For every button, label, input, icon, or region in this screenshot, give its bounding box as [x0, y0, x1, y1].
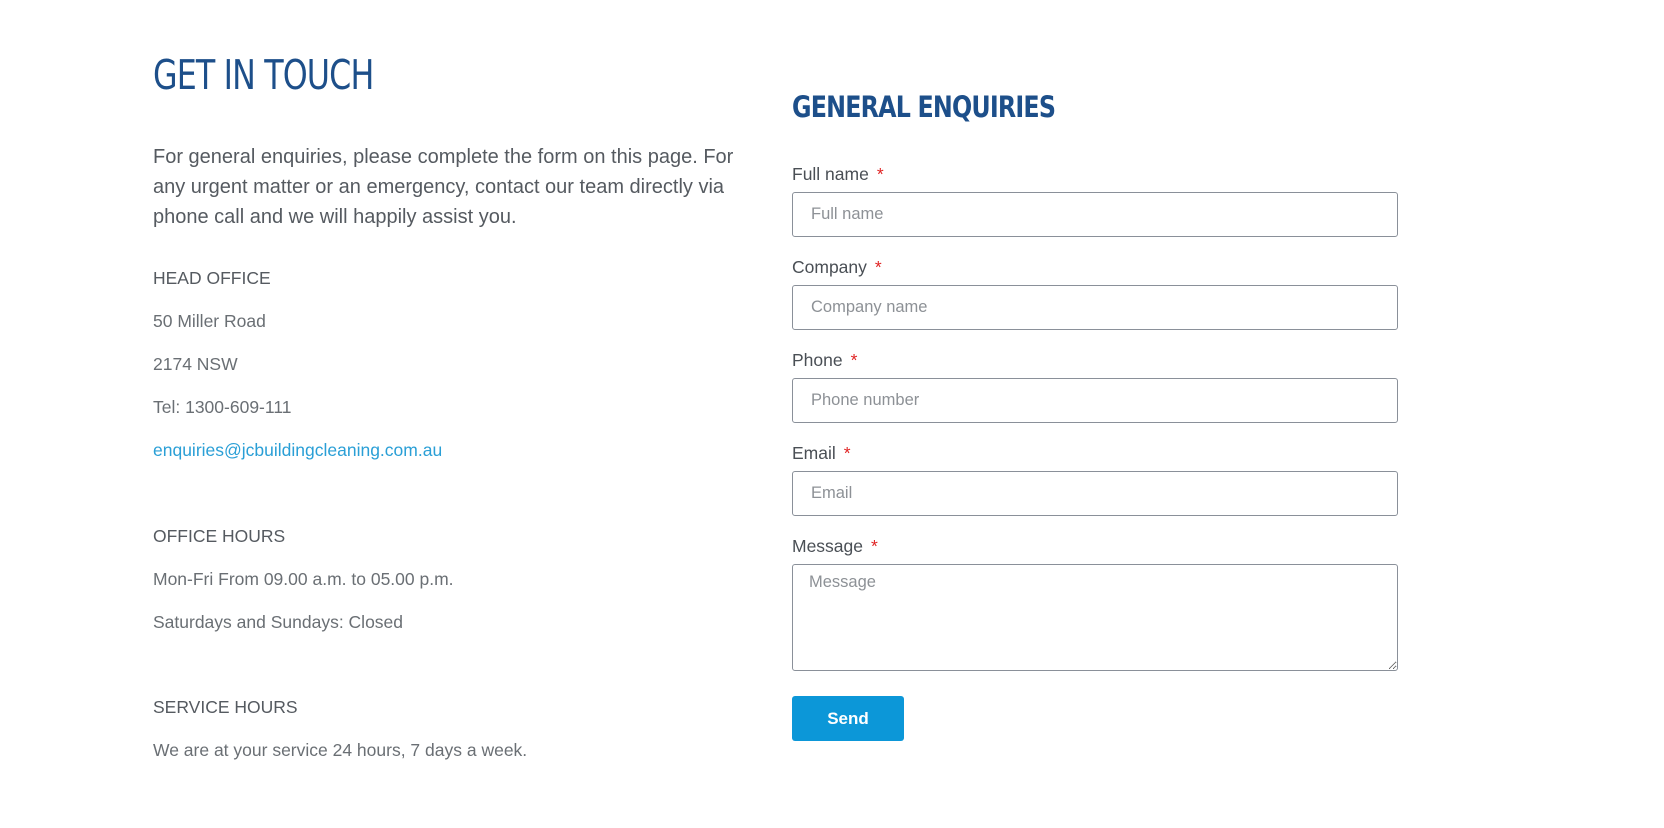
page-title: GET IN TOUCH	[153, 51, 374, 99]
service-hours-text: We are at your service 24 hours, 7 days a week.	[153, 740, 528, 760]
message-label	[792, 536, 878, 557]
company-input[interactable]	[792, 285, 1398, 330]
required-marker: *	[874, 257, 882, 277]
email-input[interactable]	[792, 471, 1398, 516]
head-office-heading: HEAD OFFICE	[153, 268, 271, 288]
company-label-text: Company	[792, 257, 867, 277]
address-line-2: 2174 NSW	[153, 354, 238, 374]
full-name-input[interactable]	[792, 192, 1398, 237]
phone-label-text: Phone	[792, 350, 843, 370]
email-line	[153, 440, 442, 461]
required-marker: *	[843, 443, 851, 463]
required-marker: *	[876, 164, 884, 184]
phone-text: Tel: 1300-609-111	[153, 397, 292, 417]
full-name-label	[792, 164, 884, 185]
company-label	[792, 257, 882, 278]
office-hours-weekdays: Mon-Fri From 09.00 a.m. to 05.00 p.m.	[153, 569, 454, 589]
required-marker: *	[850, 350, 858, 370]
phone-input[interactable]	[792, 378, 1398, 423]
message-textarea[interactable]	[792, 564, 1398, 671]
required-marker: *	[871, 536, 878, 556]
email-link[interactable]: enquiries@jcbuildingcleaning.com.au	[153, 440, 443, 460]
email-label-text: Email	[792, 443, 836, 463]
intro-paragraph: For general enquiries, please complete the form on this page. For any urgent matter or an emergency, contact our team directly via phone call and we will happily assist you.	[153, 146, 734, 228]
office-hours-heading: OFFICE HOURS	[153, 526, 286, 546]
office-hours-weekends: Saturdays and Sundays: Closed	[153, 612, 404, 632]
phone-label	[792, 350, 857, 371]
email-label	[792, 443, 851, 464]
send-button[interactable]: Send	[792, 696, 904, 741]
form-title: GENERAL ENQUIRIES	[792, 90, 1056, 124]
message-label-text: Message	[792, 536, 864, 556]
service-hours-heading: SERVICE HOURS	[153, 697, 298, 717]
address-line-1: 50 Miller Road	[153, 311, 266, 331]
full-name-label-text: Full name	[792, 164, 869, 184]
